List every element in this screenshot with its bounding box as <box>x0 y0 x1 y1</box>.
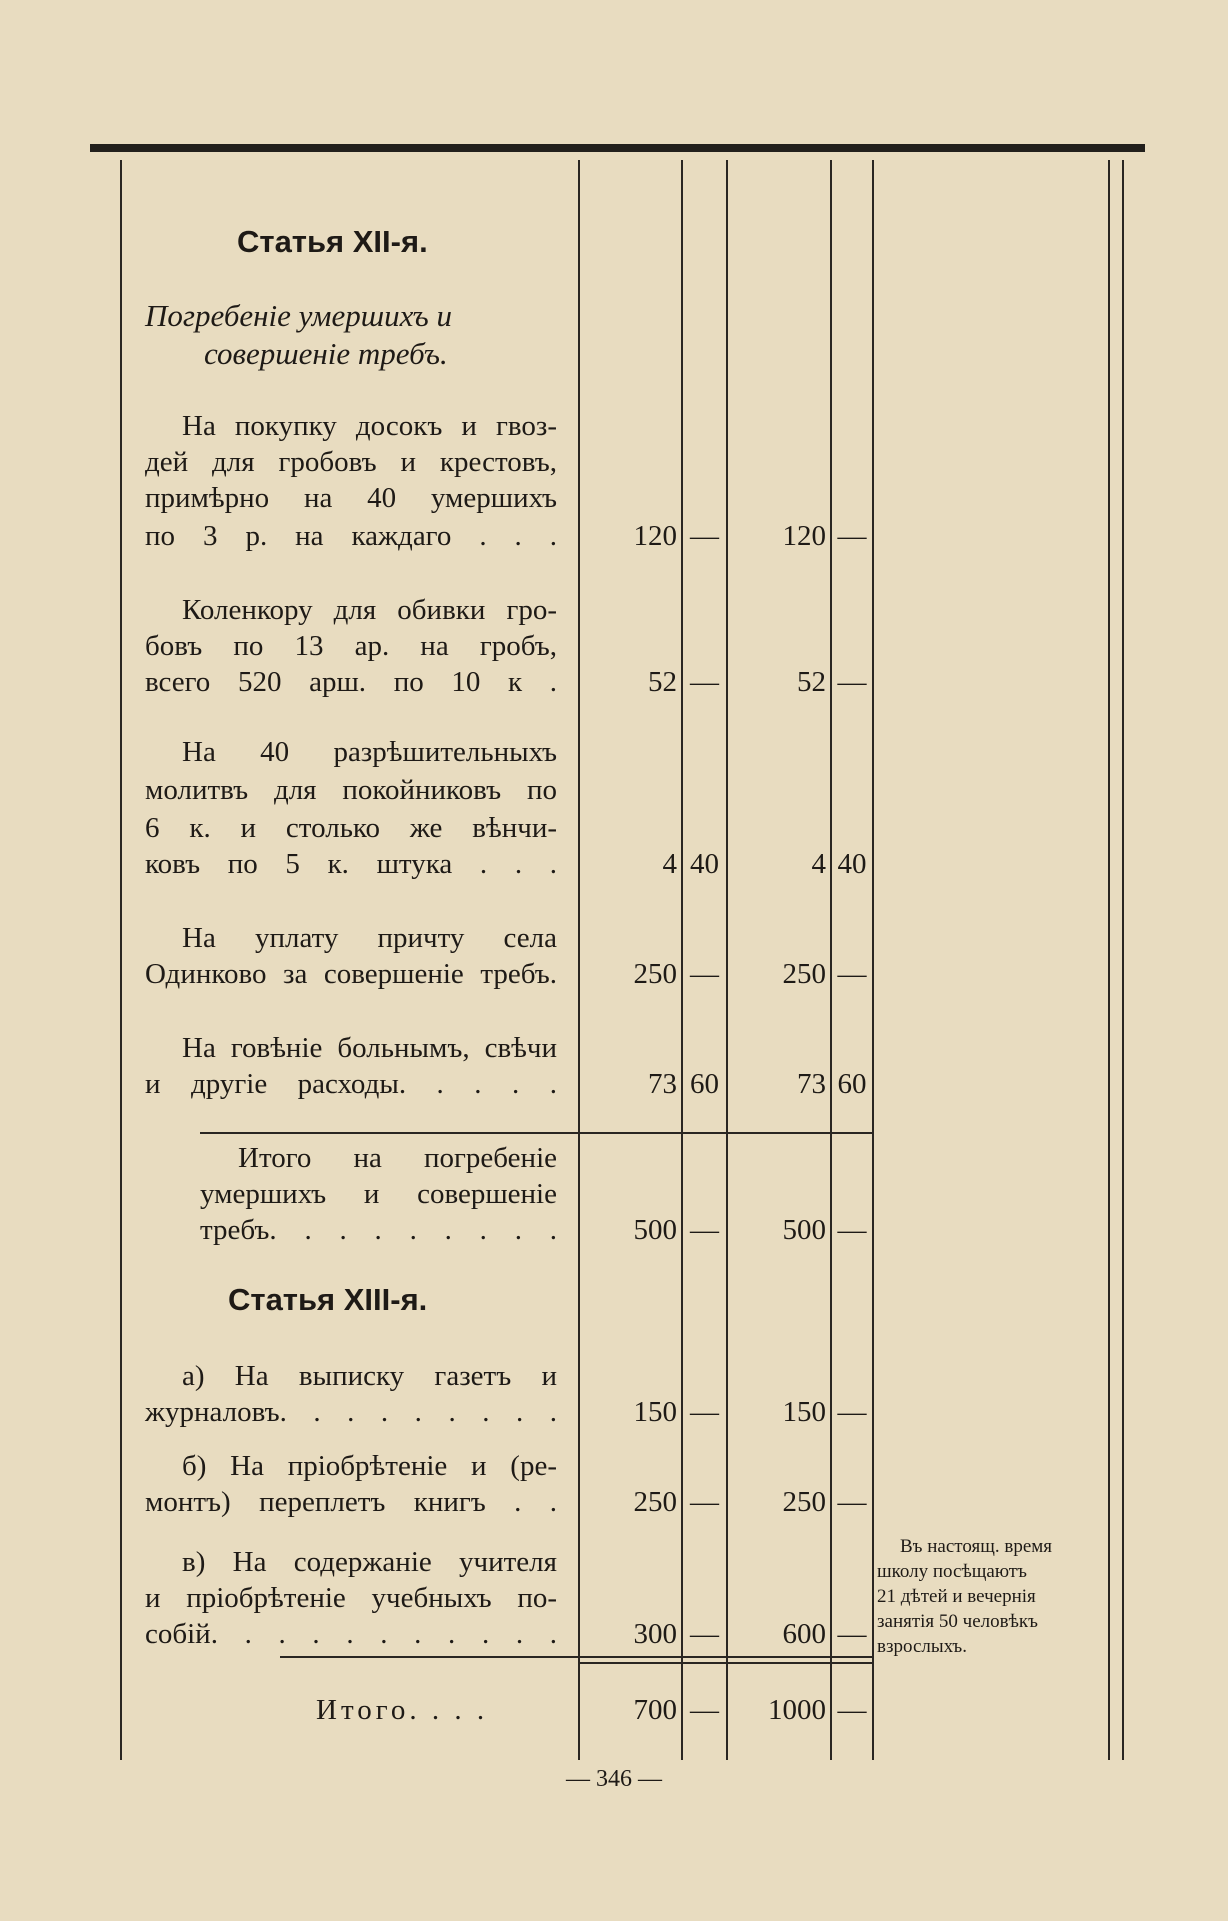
amount-rub: 250 <box>633 1486 677 1518</box>
amount-kop-2: — <box>837 520 867 552</box>
amount-rub-2: 250 <box>782 1486 826 1518</box>
total-rule-2 <box>578 1662 872 1664</box>
item-line: примѣрно на 40 умершихъ <box>145 482 557 514</box>
item-line: дей для гробовъ и крестовъ, <box>145 446 557 478</box>
item-line: бовъ по 13 ар. на гробъ, <box>145 630 557 662</box>
item-line: всего 520 арш. по 10 к . <box>145 666 557 698</box>
subtotal-kop-2: — <box>837 1214 867 1246</box>
col-rule-text <box>578 160 580 1760</box>
item-line: собій. . . . . . . . . . . <box>145 1618 557 1650</box>
item-line: На говѣніе больнымъ, свѣчи <box>182 1032 557 1064</box>
amount-kop-2: — <box>837 1486 867 1518</box>
subtotal-line: требъ. . . . . . . . . <box>200 1214 557 1246</box>
amount-kop: 40 <box>690 848 719 880</box>
item-line: по 3 р. на каждаго . . . <box>145 520 557 552</box>
amount-kop-2: — <box>837 1618 867 1650</box>
left-border <box>120 160 122 1760</box>
margin-note-line: Въ настоящ. время <box>900 1536 1053 1557</box>
total-rub-2: 1000 <box>768 1694 826 1726</box>
amount-rub: 4 <box>662 848 677 880</box>
amount-rub-2: 600 <box>782 1618 826 1650</box>
right-border <box>1122 160 1124 1760</box>
margin-note-line: школу посѣщаютъ <box>877 1561 1027 1582</box>
item-line: в) На содержаніе учителя <box>182 1546 557 1578</box>
item-line: На уплату причту села <box>182 922 557 954</box>
amount-kop-2: — <box>837 1396 867 1428</box>
amount-rub-2: 52 <box>797 666 826 698</box>
total-rule <box>280 1656 872 1658</box>
item-line: журналовъ. . . . . . . . . <box>145 1396 557 1428</box>
amount-kop-2: — <box>837 958 867 990</box>
subtotal-rub: 500 <box>633 1214 677 1246</box>
item-line: а) На выписку газетъ и <box>182 1360 557 1392</box>
article-13-heading: Статья XIII-я. <box>228 1282 428 1317</box>
amount-rub: 250 <box>633 958 677 990</box>
top-rule <box>90 144 1145 152</box>
amount-kop-2: — <box>837 666 867 698</box>
amount-rub-2: 120 <box>782 520 826 552</box>
amount-rub: 73 <box>648 1068 677 1100</box>
subtotal-line: Итого на погребеніе <box>238 1142 557 1174</box>
item-line: На 40 разрѣшительныхъ <box>182 736 557 768</box>
item-line: и другіе расходы. . . . . <box>145 1068 557 1100</box>
item-line: ковъ по 5 к. штука . . . <box>145 848 557 880</box>
item-line: Одинково за совершеніе требъ. <box>145 958 557 990</box>
total-kop-2: — <box>837 1694 867 1726</box>
amount-kop: — <box>690 520 719 552</box>
amount-kop: — <box>690 1486 719 1518</box>
article-12-subtitle-2: совершеніе требъ. <box>204 336 448 371</box>
article-12-heading: Статья XII-я. <box>237 224 428 259</box>
amount-rub-2: 4 <box>811 848 826 880</box>
amount-rub: 120 <box>633 520 677 552</box>
amount-kop: — <box>690 666 719 698</box>
amount-rub-2: 73 <box>797 1068 826 1100</box>
amount-rub-2: 150 <box>782 1396 826 1428</box>
subtotal-line: умершихъ и совершеніе <box>200 1178 557 1210</box>
subtotal-rule <box>200 1132 872 1134</box>
amount-rub: 52 <box>648 666 677 698</box>
total-rub: 700 <box>633 1694 677 1726</box>
amount-kop: 60 <box>690 1068 719 1100</box>
col-rule-a-end <box>726 160 728 1760</box>
item-line: На покупку досокъ и гвоз- <box>182 410 557 442</box>
margin-note-line: взрослыхъ. <box>877 1636 967 1657</box>
amount-kop: — <box>690 958 719 990</box>
col-rule-note-end <box>1108 160 1110 1760</box>
amount-rub: 300 <box>633 1618 677 1650</box>
amount-kop: — <box>690 1618 719 1650</box>
item-line: Коленкору для обивки гро- <box>182 594 557 626</box>
subtotal-kop: — <box>690 1214 719 1246</box>
item-line: 6 к. и столько же вѣнчи- <box>145 812 557 844</box>
amount-rub-2: 250 <box>782 958 826 990</box>
col-rule-b-end <box>872 160 874 1760</box>
margin-note-line: 21 дѣтей и вечернія <box>877 1586 1036 1607</box>
total-kop: — <box>690 1694 719 1726</box>
subtotal-rub-2: 500 <box>782 1214 826 1246</box>
item-line: монтъ) переплетъ книгъ . . <box>145 1486 557 1518</box>
item-line: молитвъ для покойниковъ по <box>145 774 557 806</box>
amount-kop-2: 40 <box>837 848 867 880</box>
amount-kop: — <box>690 1396 719 1428</box>
item-line: б) На пріобрѣтеніе и (ре- <box>182 1450 557 1482</box>
page-number: — 346 — <box>566 1766 662 1792</box>
margin-note-line: занятія 50 человѣкъ <box>877 1611 1038 1632</box>
amount-rub: 150 <box>633 1396 677 1428</box>
total-label: Итого. . . . <box>316 1694 489 1726</box>
article-12-subtitle: Погребеніе умершихъ и <box>145 298 452 333</box>
amount-kop-2: 60 <box>837 1068 867 1100</box>
item-line: и пріобрѣтеніе учебныхъ по- <box>145 1582 557 1614</box>
